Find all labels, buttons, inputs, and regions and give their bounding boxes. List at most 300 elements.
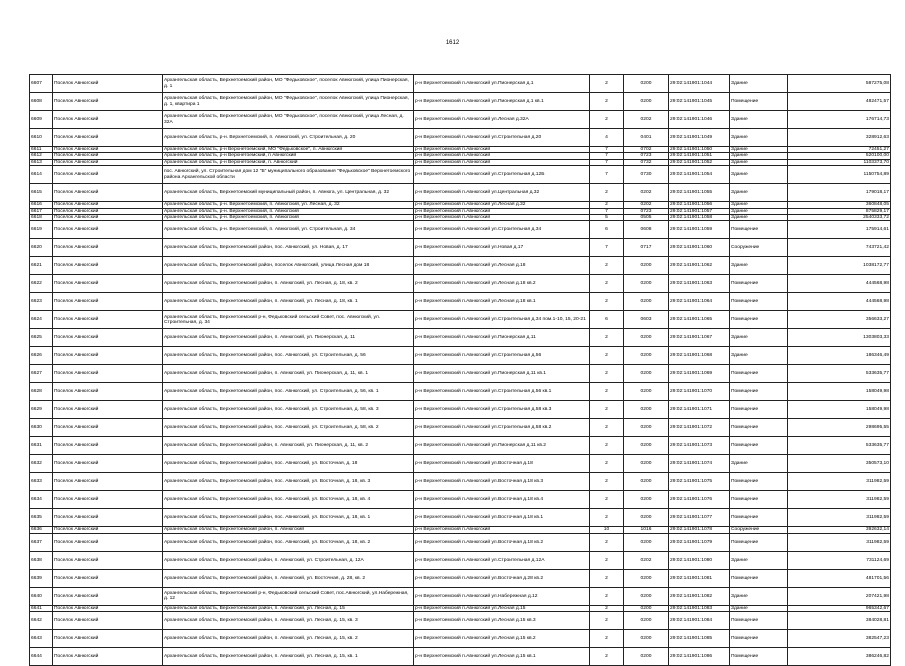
- address-cell: Архангельская область, р-н. Верхнетоемский, п. Авнюгский, ул. Строительная, д. 20: [163, 129, 414, 147]
- object-type-cell: Здание: [730, 147, 788, 153]
- group-code-cell: 2: [590, 630, 624, 648]
- cadastral-number-cell: 29:02:141901:1056: [669, 202, 730, 208]
- row-number: 6626: [30, 347, 53, 365]
- group-code-cell: 2: [590, 93, 624, 111]
- address-cell: Архангельская область, Верхнетоемский район, пос. Авнюгский, ул. Строительная, д. 56: [163, 347, 414, 365]
- address-cell: Архангельская область, Верхнетоемский район, п. Авнюгский, ул. Лесная, д. 18, кв. 2: [163, 275, 414, 293]
- cadastral-number-cell: 29:02:141901:1085: [669, 630, 730, 648]
- settlement-cell: Поселок Авнюгский: [53, 347, 163, 365]
- object-type-cell: Здание: [730, 257, 788, 275]
- object-type-cell: Здание: [730, 587, 788, 605]
- subgroup-code-cell: 0200: [624, 293, 669, 311]
- subgroup-code-cell: 0702: [624, 147, 669, 153]
- subgroup-code-cell: 0200: [624, 75, 669, 93]
- table-row: [30, 587, 891, 605]
- subgroup-code-cell: 0200: [624, 365, 669, 383]
- location-cell: р-н Верхнетоемский п.Авнюгский ул.Строительная д.12А: [414, 551, 590, 569]
- cadastral-value-cell: 386246,82: [788, 648, 891, 666]
- row-number: 6612: [30, 153, 53, 159]
- subgroup-code-cell: 0202: [624, 184, 669, 202]
- cadastral-value-cell: 444568,98: [788, 293, 891, 311]
- object-type-cell: Здание: [730, 215, 788, 221]
- group-code-cell: 4: [590, 129, 624, 147]
- address-cell: Архангельская область, Верхнетоемский район, пос. Авнюгский, ул. Восточная, д. 18, кв. 1: [163, 509, 414, 527]
- subgroup-code-cell: 0608: [624, 221, 669, 239]
- cadastral-number-cell: 29:02:141901:1050: [669, 147, 730, 153]
- cadastral-value-cell: 520100,00: [788, 153, 891, 159]
- group-code-cell: 2: [590, 202, 624, 208]
- cadastral-value-cell: 72451,27: [788, 147, 891, 153]
- location-cell: р-н Верхнетоемский п.Авнюгский ул.Лесная д.18 кв.1: [414, 293, 590, 311]
- location-cell: р-н Верхнетоемский п.Авнюгский: [414, 208, 590, 214]
- location-cell: р-н Верхнетоемский п.Авнюгский ул.Пионерская д.11: [414, 329, 590, 347]
- subgroup-code-cell: 0200: [624, 455, 669, 473]
- row-number: 6611: [30, 147, 53, 153]
- cadastral-value-cell: 731124,69: [788, 551, 891, 569]
- location-cell: р-н Верхнетоемский п.Авнюгский: [414, 159, 590, 165]
- table-body: [30, 75, 891, 666]
- table-row: [30, 551, 891, 569]
- group-code-cell: 2: [590, 275, 624, 293]
- settlement-cell: Поселок Авнюгский: [53, 491, 163, 509]
- address-cell: Архангельская область, Верхнетоемский район, пос. Авнюгский, ул. Восточная, д. 18, кв. 3: [163, 473, 414, 491]
- subgroup-code-cell: 0723: [624, 153, 669, 159]
- group-code-cell: 2: [590, 612, 624, 630]
- subgroup-code-cell: 0200: [624, 419, 669, 437]
- cadastral-value-cell: 311982,59: [788, 473, 891, 491]
- location-cell: р-н Верхнетоемский п.Авнюгский: [414, 527, 590, 533]
- location-cell: р-н Верхнетоемский п.Авнюгский ул.Пионерская д.11 кв.1: [414, 365, 590, 383]
- settlement-cell: Поселок Авнюгский: [53, 455, 163, 473]
- settlement-cell: Поселок Авнюгский: [53, 93, 163, 111]
- object-type-cell: Здание: [730, 111, 788, 129]
- subgroup-code-cell: 0200: [624, 612, 669, 630]
- table-row: [30, 383, 891, 401]
- settlement-cell: Поселок Авнюгский: [53, 401, 163, 419]
- settlement-cell: Поселок Авнюгский: [53, 419, 163, 437]
- table-row: [30, 365, 891, 383]
- table-row: [30, 275, 891, 293]
- settlement-cell: Поселок Авнюгский: [53, 153, 163, 159]
- cadastral-value-cell: 965342,67: [788, 605, 891, 611]
- cadastral-value-cell: 311982,59: [788, 509, 891, 527]
- subgroup-code-cell: 0200: [624, 605, 669, 611]
- table-row: [30, 311, 891, 329]
- object-type-cell: Здание: [730, 153, 788, 159]
- row-number: 6631: [30, 437, 53, 455]
- group-code-cell: 2: [590, 329, 624, 347]
- location-cell: р-н Верхнетоемский п.Авнюгский ул.Лесная д.15 кв.1: [414, 648, 590, 666]
- table-row: [30, 166, 891, 184]
- group-code-cell: 2: [590, 455, 624, 473]
- table-row: [30, 612, 891, 630]
- cadastral-value-cell: 1303803,33: [788, 329, 891, 347]
- object-type-cell: Помещение: [730, 509, 788, 527]
- subgroup-code-cell: 0717: [624, 239, 669, 257]
- table-row: [30, 75, 891, 93]
- row-number: 6619: [30, 221, 53, 239]
- cadastral-value-cell: 481701,56: [788, 569, 891, 587]
- settlement-cell: Поселок Авнюгский: [53, 630, 163, 648]
- cadastral-value-cell: 392632,14: [788, 527, 891, 533]
- cadastral-number-cell: 29:02:141901:1080: [669, 551, 730, 569]
- location-cell: р-н Верхнетоемский п.Авнюгский: [414, 153, 590, 159]
- cadastral-number-cell: 29:02:141901:1069: [669, 365, 730, 383]
- group-code-cell: 2: [590, 365, 624, 383]
- address-cell: Архангельская область, р-н Верхнетоемский, п. Авнюгский: [163, 159, 414, 165]
- cadastral-value-cell: 482471,57: [788, 93, 891, 111]
- subgroup-code-cell: 0723: [624, 208, 669, 214]
- row-number: 6610: [30, 129, 53, 147]
- object-type-cell: Здание: [730, 347, 788, 365]
- row-number: 6643: [30, 630, 53, 648]
- cadastral-number-cell: 29:02:141901:1044: [669, 75, 730, 93]
- location-cell: р-н Верхнетоемский п.Авнюгский ул.Восточная д.18 кв.3: [414, 473, 590, 491]
- location-cell: р-н Верхнетоемский п.Авнюгский ул.Строительная д.12Б: [414, 166, 590, 184]
- cadastral-value-cell: 176714,73: [788, 111, 891, 129]
- location-cell: р-н Верхнетоемский п.Авнюгский ул.Строительная д.56 кв.1: [414, 383, 590, 401]
- settlement-cell: Поселок Авнюгский: [53, 208, 163, 214]
- cadastral-number-cell: 29:02:141901:1072: [669, 419, 730, 437]
- address-cell: Архангельская область, р-н Верхнетоемский, МО "Федьковское", п. Авнюгский: [163, 147, 414, 153]
- subgroup-code-cell: 0505: [624, 215, 669, 221]
- table-row: [30, 184, 891, 202]
- location-cell: р-н Верхнетоемский п.Авнюгский ул.Восточная д.18 кв.4: [414, 491, 590, 509]
- cadastral-value-cell: 1038172,77: [788, 257, 891, 275]
- row-number: 6607: [30, 75, 53, 93]
- row-number: 6633: [30, 473, 53, 491]
- table-row: [30, 509, 891, 527]
- cadastral-number-cell: 29:02:141901:1057: [669, 208, 730, 214]
- cadastral-number-cell: 29:02:141901:1058: [669, 215, 730, 221]
- table-row: [30, 221, 891, 239]
- address-cell: Архангельская область, Верхнетоемский муниципальный район, п. Авнюга, ул. Центральная, д. 32: [163, 184, 414, 202]
- subgroup-code-cell: 0200: [624, 630, 669, 648]
- subgroup-code-cell: 0200: [624, 329, 669, 347]
- cadastral-number-cell: 29:02:141901:1045: [669, 93, 730, 111]
- object-type-cell: Помещение: [730, 311, 788, 329]
- group-code-cell: 2: [590, 648, 624, 666]
- settlement-cell: Поселок Авнюгский: [53, 437, 163, 455]
- row-number: 6624: [30, 311, 53, 329]
- row-number: 6614: [30, 166, 53, 184]
- address-cell: Архангельская область, р-н. Верхнетоемский, п. Авнюгский, ул. Лесная, д. 32: [163, 202, 414, 208]
- group-code-cell: 7: [590, 159, 624, 165]
- location-cell: р-н Верхнетоемский п.Авнюгский ул.Строительная д.34: [414, 221, 590, 239]
- row-number: 6632: [30, 455, 53, 473]
- settlement-cell: Поселок Авнюгский: [53, 648, 163, 666]
- table-row: [30, 473, 891, 491]
- row-number: 6629: [30, 401, 53, 419]
- location-cell: р-н Верхнетоемский п.Авнюгский ул.Восточная д.28 кв.2: [414, 569, 590, 587]
- group-code-cell: 2: [590, 419, 624, 437]
- object-type-cell: Помещение: [730, 612, 788, 630]
- cadastral-value-cell: 186346,49: [788, 347, 891, 365]
- subgroup-code-cell: 0202: [624, 202, 669, 208]
- subgroup-code-cell: 0200: [624, 401, 669, 419]
- group-code-cell: 2: [590, 383, 624, 401]
- address-cell: Архангельская область, р-н. Верхнетоемский, п. Авнюгский: [163, 215, 414, 221]
- address-cell: Архангельская область, р-н Верхнетоемский, п Авнюгский: [163, 153, 414, 159]
- settlement-cell: Поселок Авнюгский: [53, 75, 163, 93]
- location-cell: р-н Верхнетоемский п.Авнюгский ул.Строительная д.56: [414, 347, 590, 365]
- location-cell: р-н Верхнетоемский п.Авнюгский ул.Пионерская д.1 кв.1: [414, 93, 590, 111]
- subgroup-code-cell: 0200: [624, 473, 669, 491]
- cadastral-value-cell: 743721,42: [788, 239, 891, 257]
- settlement-cell: Поселок Авнюгский: [53, 587, 163, 605]
- settlement-cell: Поселок Авнюгский: [53, 533, 163, 551]
- cadastral-number-cell: 29:02:141901:1076: [669, 491, 730, 509]
- subgroup-code-cell: 1016: [624, 527, 669, 533]
- row-number: 6640: [30, 587, 53, 605]
- table-row: [30, 491, 891, 509]
- address-cell: Архангельская область, Верхнетоемский р-н, Федьковский сельский Совет, пос.Авнюгский, ул.Набережная, д. 12: [163, 587, 414, 605]
- location-cell: р-н Верхнетоемский п.Авнюгский ул.Новая д.17: [414, 239, 590, 257]
- cadastral-value-cell: 175914,61: [788, 221, 891, 239]
- address-cell: Архангельская область, Верхнетоемский район, п. Авнюгский, ул. Лесная, д. 15, кв. 1: [163, 648, 414, 666]
- subgroup-code-cell: 0603: [624, 311, 669, 329]
- cadastral-value-cell: 207421,98: [788, 587, 891, 605]
- object-type-cell: Помещение: [730, 473, 788, 491]
- cadastral-number-cell: 29:02:141901:1068: [669, 347, 730, 365]
- object-type-cell: Здание: [730, 184, 788, 202]
- location-cell: р-н Верхнетоемский п.Авнюгский ул.Лесная д.32: [414, 202, 590, 208]
- cadastral-number-cell: 29:02:141901:1052: [669, 159, 730, 165]
- subgroup-code-cell: 0730: [624, 166, 669, 184]
- object-type-cell: Здание: [730, 166, 788, 184]
- address-cell: Архангельская область, Верхнетоемский район, п. Авнюгский, ул. Лесная, д. 15: [163, 605, 414, 611]
- settlement-cell: Поселок Авнюгский: [53, 509, 163, 527]
- group-code-cell: 2: [590, 551, 624, 569]
- subgroup-code-cell: 0200: [624, 648, 669, 666]
- settlement-cell: Поселок Авнюгский: [53, 311, 163, 329]
- settlement-cell: Поселок Авнюгский: [53, 184, 163, 202]
- table-row: [30, 93, 891, 111]
- cadastral-number-cell: 29:02:141901:1082: [669, 587, 730, 605]
- address-cell: Архангельская область, Верхнетоемский район, пос. Авнюгский, ул. Строительная, д. 58, кв. 2: [163, 419, 414, 437]
- address-cell: Архангельская область, Верхнетоемский р-н, Федьковский сельский Совет, пос. Авнюгский, ул. Строительная, д. 34: [163, 311, 414, 329]
- cadastral-number-cell: 29:02:141901:1049: [669, 129, 730, 147]
- table-row: [30, 569, 891, 587]
- row-number: 6634: [30, 491, 53, 509]
- cadastral-number-cell: 29:02:141901:1075: [669, 473, 730, 491]
- object-type-cell: Здание: [730, 551, 788, 569]
- address-cell: Архангельская область, Верхнетоемский район, поселок Авнюгский, улица Лесная дом 18: [163, 257, 414, 275]
- page-number: 1612: [445, 40, 460, 46]
- location-cell: р-н Верхнетоемский п.Авнюгский: [414, 215, 590, 221]
- group-code-cell: 6: [590, 311, 624, 329]
- subgroup-code-cell: 0200: [624, 93, 669, 111]
- location-cell: р-н Верхнетоемский п.Авнюгский ул.Набережная д.12: [414, 587, 590, 605]
- row-number: 6617: [30, 208, 53, 214]
- table-row: [30, 129, 891, 147]
- row-number: 6630: [30, 419, 53, 437]
- table-row: [30, 293, 891, 311]
- object-type-cell: Помещение: [730, 221, 788, 239]
- address-cell: Архангельская область, р-н. Верхнетоемский, п. Авнюгский: [163, 208, 414, 214]
- group-code-cell: 7: [590, 208, 624, 214]
- address-cell: Архангельская область, Верхнетоемский район, пос. Авнюгский, ул. Восточная, д. 18: [163, 455, 414, 473]
- location-cell: р-н Верхнетоемский п.Авнюгский ул.Восточная д.18 кв.2: [414, 533, 590, 551]
- location-cell: р-н Верхнетоемский п.Авнюгский ул.Центральная д.32: [414, 184, 590, 202]
- settlement-cell: Поселок Авнюгский: [53, 569, 163, 587]
- subgroup-code-cell: 0200: [624, 491, 669, 509]
- settlement-cell: Поселок Авнюгский: [53, 129, 163, 147]
- settlement-cell: Поселок Авнюгский: [53, 159, 163, 165]
- cadastral-number-cell: 29:02:141901:1073: [669, 437, 730, 455]
- row-number: 6608: [30, 93, 53, 111]
- cadastral-number-cell: 29:02:141901:1079: [669, 533, 730, 551]
- subgroup-code-cell: 0200: [624, 275, 669, 293]
- address-cell: Архангельская область, Верхнетоемский район, МО "Федьковское", поселок Авнюгский, улица Пионерская, д. 1: [163, 75, 414, 93]
- settlement-cell: Поселок Авнюгский: [53, 221, 163, 239]
- object-type-cell: Помещение: [730, 569, 788, 587]
- cadastral-value-cell: 1150754,89: [788, 166, 891, 184]
- row-number: 6622: [30, 275, 53, 293]
- object-type-cell: Здание: [730, 75, 788, 93]
- property-registry-table: [29, 74, 891, 666]
- table-row: [30, 329, 891, 347]
- settlement-cell: Поселок Авнюгский: [53, 147, 163, 153]
- object-type-cell: Помещение: [730, 93, 788, 111]
- object-type-cell: Здание: [730, 455, 788, 473]
- subgroup-code-cell: 0200: [624, 533, 669, 551]
- location-cell: р-н Верхнетоемский п.Авнюгский ул.Пионерская д.11 кв.2: [414, 437, 590, 455]
- cadastral-number-cell: 29:02:141901:1083: [669, 605, 730, 611]
- cadastral-number-cell: 29:02:141901:1062: [669, 257, 730, 275]
- address-cell: Архангельская область, Верхнетоемский район, п. Авнюгский, ул. Лесная, д. 15, кв. 2: [163, 630, 414, 648]
- group-code-cell: 2: [590, 347, 624, 365]
- group-code-cell: 2: [590, 533, 624, 551]
- address-cell: Архангельская область, Верхнетоемский район, п. Авнюгский, ул. Пионерская, д. 11: [163, 329, 414, 347]
- object-type-cell: Помещение: [730, 401, 788, 419]
- object-type-cell: Сооружение: [730, 527, 788, 533]
- object-type-cell: Помещение: [730, 365, 788, 383]
- cadastral-value-cell: 311982,59: [788, 533, 891, 551]
- row-number: 6639: [30, 569, 53, 587]
- group-code-cell: 2: [590, 509, 624, 527]
- settlement-cell: Поселок Авнюгский: [53, 111, 163, 129]
- cadastral-value-cell: 1103373,70: [788, 159, 891, 165]
- subgroup-code-cell: 0202: [624, 111, 669, 129]
- cadastral-number-cell: 29:02:141901:1081: [669, 569, 730, 587]
- subgroup-code-cell: 0200: [624, 383, 669, 401]
- cadastral-number-cell: 29:02:141901:1074: [669, 455, 730, 473]
- location-cell: р-н Верхнетоемский п.Авнюгский ул.Пионерская д.1: [414, 75, 590, 93]
- row-number: 6615: [30, 184, 53, 202]
- object-type-cell: Здание: [730, 202, 788, 208]
- settlement-cell: Поселок Авнюгский: [53, 527, 163, 533]
- group-code-cell: 7: [590, 153, 624, 159]
- cadastral-number-cell: 29:02:141901:1064: [669, 293, 730, 311]
- cadastral-value-cell: 158049,98: [788, 383, 891, 401]
- address-cell: Архангельская область, Верхнетоемский район, п. Авнюгский, ул. Лесная, д. 15, кв. 3: [163, 612, 414, 630]
- row-number: 6621: [30, 257, 53, 275]
- object-type-cell: Помещение: [730, 491, 788, 509]
- row-number: 6609: [30, 111, 53, 129]
- object-type-cell: Помещение: [730, 630, 788, 648]
- address-cell: Архангельская область, Верхнетоемский район, п. Авнюгский, ул. Лесная, д. 18, кв. 1: [163, 293, 414, 311]
- table-row: [30, 533, 891, 551]
- cadastral-number-cell: 29:02:141901:1067: [669, 329, 730, 347]
- group-code-cell: 2: [590, 257, 624, 275]
- settlement-cell: Поселок Авнюгский: [53, 293, 163, 311]
- subgroup-code-cell: 0200: [624, 347, 669, 365]
- subgroup-code-cell: 0732: [624, 159, 669, 165]
- group-code-cell: 7: [590, 239, 624, 257]
- group-code-cell: 2: [590, 473, 624, 491]
- settlement-cell: Поселок Авнюгский: [53, 275, 163, 293]
- group-code-cell: 2: [590, 184, 624, 202]
- cadastral-number-cell: 29:02:141901:1077: [669, 509, 730, 527]
- cadastral-value-cell: 384028,81: [788, 612, 891, 630]
- location-cell: р-н Верхнетоемский п.Авнюгский ул.Строительная д.20: [414, 129, 590, 147]
- cadastral-value-cell: 444568,98: [788, 275, 891, 293]
- cadastral-number-cell: 29:02:141901:1063: [669, 275, 730, 293]
- cadastral-number-cell: 29:02:141901:1070: [669, 383, 730, 401]
- cadastral-value-cell: 382547,23: [788, 630, 891, 648]
- cadastral-value-cell: 360848,05: [788, 202, 891, 208]
- row-number: 6620: [30, 239, 53, 257]
- object-type-cell: Здание: [730, 208, 788, 214]
- address-cell: Архангельская область, р-н. Верхнетоемский, п. Авнюгский, ул. Строительная, д. 34: [163, 221, 414, 239]
- row-number: 6641: [30, 605, 53, 611]
- cadastral-value-cell: 350573,10: [788, 455, 891, 473]
- group-code-cell: 2: [590, 75, 624, 93]
- location-cell: р-н Верхнетоемский п.Авнюгский ул.Строительная д.58 кв.3: [414, 401, 590, 419]
- table-row: [30, 401, 891, 419]
- location-cell: р-н Верхнетоемский п.Авнюгский ул.Лесная д.32А: [414, 111, 590, 129]
- object-type-cell: Помещение: [730, 275, 788, 293]
- address-cell: Архангельская область, Верхнетоемский район, п. Авнюгский, ул. Пионерская, д. 11, кв. 1: [163, 365, 414, 383]
- object-type-cell: Помещение: [730, 383, 788, 401]
- address-cell: Архангельская область, Верхнетоемский район, пос. Авнюгский, ул. Восточная, д. 18, кв. 2: [163, 533, 414, 551]
- row-number: 6637: [30, 533, 53, 551]
- cadastral-number-cell: 29:02:141901:1084: [669, 612, 730, 630]
- group-code-cell: 2: [590, 437, 624, 455]
- address-cell: Архангельская область, Верхнетоемский район, п. Авнюгский, ул. Строительная, д. 12А: [163, 551, 414, 569]
- table-row: [30, 257, 891, 275]
- cadastral-value-cell: 328912,63: [788, 129, 891, 147]
- location-cell: р-н Верхнетоемский п.Авнюгский ул.Лесная д.15 кв.2: [414, 630, 590, 648]
- cadastral-value-cell: 533635,77: [788, 437, 891, 455]
- location-cell: р-н Верхнетоемский п.Авнюгский ул.Лесная д.15 кв.3: [414, 612, 590, 630]
- group-code-cell: 2: [590, 491, 624, 509]
- cadastral-value-cell: 533635,77: [788, 365, 891, 383]
- settlement-cell: Поселок Авнюгский: [53, 202, 163, 208]
- group-code-cell: 6: [590, 221, 624, 239]
- table-row: [30, 648, 891, 666]
- cadastral-number-cell: 29:02:141901:1055: [669, 184, 730, 202]
- cadastral-number-cell: 29:02:141901:1046: [669, 111, 730, 129]
- row-number: 6625: [30, 329, 53, 347]
- cadastral-number-cell: 29:02:141901:1086: [669, 648, 730, 666]
- location-cell: р-н Верхнетоемский п.Авнюгский ул.Лесная д.18: [414, 257, 590, 275]
- table-row: [30, 630, 891, 648]
- settlement-cell: Поселок Авнюгский: [53, 329, 163, 347]
- settlement-cell: Поселок Авнюгский: [53, 257, 163, 275]
- settlement-cell: Поселок Авнюгский: [53, 365, 163, 383]
- group-code-cell: 2: [590, 401, 624, 419]
- cadastral-value-cell: 875829,17: [788, 208, 891, 214]
- cadastral-number-cell: 29:02:141901:1065: [669, 311, 730, 329]
- settlement-cell: Поселок Авнюгский: [53, 166, 163, 184]
- cadastral-value-cell: 298695,55: [788, 419, 891, 437]
- row-number: 6623: [30, 293, 53, 311]
- table-row: [30, 437, 891, 455]
- object-type-cell: Сооружение: [730, 239, 788, 257]
- group-code-cell: 7: [590, 147, 624, 153]
